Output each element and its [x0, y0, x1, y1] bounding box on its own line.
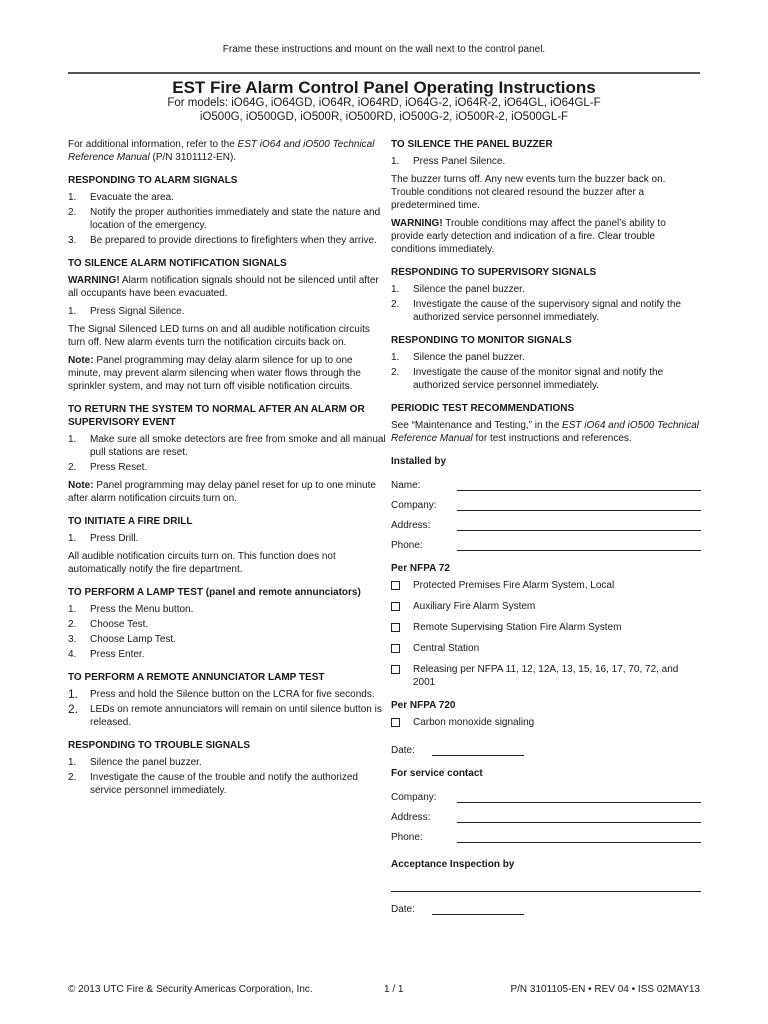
list-item — [68, 633, 388, 646]
section-heading: Per NFPA 720 — [391, 700, 456, 711]
field-label: Company: — [391, 500, 437, 511]
silence-steps — [68, 305, 388, 318]
note-paragraph — [68, 354, 388, 393]
blank-line — [457, 518, 701, 531]
checkbox-item[interactable] — [391, 716, 701, 729]
warning-label: WARNING! — [391, 218, 443, 229]
body-paragraph: All audible notification circuits turn on. This function does not automatically notify the fire department. — [68, 551, 336, 575]
step-number: 2. — [68, 462, 77, 473]
step-number: 3. — [68, 235, 77, 246]
drill-steps — [68, 532, 388, 545]
reset-steps — [68, 433, 388, 474]
step-text: Notify the proper authorities immediately and state the nature and location of the emergency. — [90, 207, 381, 231]
step-text: Press Signal Silence. — [90, 306, 185, 317]
periodic-text: See “Maintenance and Testing,” in the — [391, 420, 563, 431]
part-number: P/N 3101105-EN • REV 04 • ISS 02MAY13 — [510, 984, 700, 995]
list-item — [68, 191, 388, 204]
section-heading: RESPONDING TO SUPERVISORY SIGNALS — [391, 267, 597, 278]
step-number: 1. — [68, 604, 77, 615]
section-heading: PERIODIC TEST RECOMMENDATIONS — [391, 403, 575, 414]
step-text: Investigate the cause of the trouble and notify the authorized service personnel immediately. — [90, 772, 358, 796]
return-normal-section — [68, 403, 388, 505]
service-phone-field[interactable] — [391, 824, 701, 844]
list-item — [68, 305, 388, 318]
nfpa720-section — [391, 699, 701, 757]
checkbox-item[interactable] — [391, 642, 701, 655]
checkbox-label: Auxiliary Fire Alarm System — [413, 601, 536, 612]
step-text: Choose Test. — [90, 619, 149, 630]
section-heading: For service contact — [391, 768, 483, 779]
step-number: 2. — [68, 772, 77, 783]
service-company-field[interactable] — [391, 784, 701, 804]
service-contact-section — [391, 767, 701, 844]
installer-company-field[interactable] — [391, 492, 701, 512]
warning-text: Alarm notification signals should not be silenced until after all occupants have been evacuated. — [68, 275, 379, 299]
lamp-test-section — [68, 586, 388, 661]
step-number: 1. — [391, 352, 400, 363]
mounting-note: Frame these instructions and mount on the wall next to the control panel. — [222, 44, 546, 55]
field-label: Date: — [391, 904, 415, 915]
step-number: 2. — [68, 207, 77, 218]
step-text: Press Panel Silence. — [413, 156, 506, 167]
nfpa72-section — [391, 562, 701, 689]
section-heading: TO PERFORM A REMOTE ANNUNCIATOR LAMP TEST — [68, 672, 325, 683]
step-number: 2. — [391, 367, 400, 378]
checkbox-item[interactable] — [391, 600, 701, 613]
warning-text: Trouble conditions may affect the panel’s ability to provide early detection and indication of a fire. Clear trouble conditions immediately. — [391, 218, 666, 255]
page-number: 1 / 1 — [384, 984, 404, 995]
list-item — [391, 298, 701, 324]
installer-address-field[interactable] — [391, 512, 701, 532]
supervisory-steps — [391, 283, 701, 324]
checkbox-item[interactable] — [391, 621, 701, 634]
checkbox-label: Carbon monoxide signaling — [413, 717, 535, 728]
list-item — [68, 461, 388, 474]
section-heading: RESPONDING TO MONITOR SIGNALS — [391, 335, 572, 346]
section-heading: RESPONDING TO ALARM SIGNALS — [68, 175, 238, 186]
field-label: Address: — [391, 812, 431, 823]
blank-line — [432, 902, 524, 915]
field-label: Company: — [391, 792, 437, 803]
remote-lamp-steps — [68, 688, 388, 729]
intro-section — [68, 138, 388, 164]
note-text: Panel programming may delay panel reset for up to one minute after alarm notification circuits turn on. — [68, 480, 376, 504]
checkbox[interactable] — [391, 644, 400, 653]
step-text: LEDs on remote annunciators will remain on until silence button is released. — [90, 704, 382, 728]
blank-line — [457, 478, 701, 491]
list-item — [391, 351, 701, 364]
note-paragraph — [68, 479, 388, 505]
list-item — [68, 688, 388, 701]
models-line-2: iO500G, iO500GD, iO500R, iO500RD, iO500G-2, iO500R-2, iO500GL-F — [199, 111, 569, 123]
page-title: EST Fire Alarm Control Panel Operating Instructions — [172, 78, 596, 97]
supervisory-section — [391, 266, 701, 324]
checkbox[interactable] — [391, 602, 400, 611]
step-number: 3. — [68, 634, 77, 645]
list-item — [391, 283, 701, 296]
silence-alarm-section — [68, 257, 388, 393]
step-text: Press Reset. — [90, 462, 148, 473]
step-number: 1. — [68, 533, 77, 544]
list-item — [68, 532, 388, 545]
note-label: Note: — [68, 480, 94, 491]
copyright: © 2013 UTC Fire & Security Americas Corporation, Inc. — [68, 984, 313, 995]
blank-line — [457, 790, 701, 803]
checkbox-label: Central Station — [413, 643, 480, 654]
checkbox-label: Remote Supervising Station Fire Alarm System — [413, 622, 622, 633]
periodic-test-section — [391, 402, 701, 445]
step-number: 2. — [391, 299, 400, 310]
field-label: Date: — [391, 745, 415, 756]
models-line-1: For models: iO64G, iO64GD, iO64R, iO64RD, iO64G-2, iO64R-2, iO64GL, iO64GL-F — [167, 97, 601, 109]
installer-phone-field[interactable] — [391, 532, 701, 552]
monitor-steps — [391, 351, 701, 392]
checkbox[interactable] — [391, 581, 400, 590]
step-text: Choose Lamp Test. — [90, 634, 176, 645]
list-item — [68, 618, 388, 631]
installed-by-section — [391, 455, 701, 552]
step-number: 4. — [68, 649, 77, 660]
alarm-steps — [68, 191, 388, 247]
periodic-text-end: for test instructions and references. — [472, 433, 632, 444]
list-item — [68, 433, 388, 459]
field-label: Address: — [391, 520, 431, 531]
list-item — [68, 648, 388, 661]
step-text: Investigate the cause of the monitor signal and notify the authorized service personnel immediately. — [413, 367, 664, 391]
intro-paragraph — [68, 138, 388, 164]
right-column — [391, 138, 701, 926]
list-item — [68, 234, 388, 247]
lamp-test-steps — [68, 603, 388, 661]
periodic-paragraph — [391, 419, 701, 445]
section-heading: TO PERFORM A LAMP TEST (panel and remote annunciators) — [68, 587, 361, 598]
checkbox[interactable] — [391, 623, 400, 632]
checkbox-item[interactable] — [391, 663, 701, 689]
intro-part-number: (P/N 3101112-EN). — [149, 152, 237, 163]
service-address-field[interactable] — [391, 804, 701, 824]
fire-drill-section — [68, 515, 388, 576]
manual-title: EST iO64 and iO500 Technical Reference Manual — [68, 139, 375, 163]
step-number: 1. — [68, 757, 77, 768]
manual-title: EST iO64 and iO500 Technical Reference Manual — [391, 420, 699, 444]
section-heading: Acceptance Inspection by — [391, 859, 515, 870]
note-label: Note: — [68, 355, 94, 366]
intro-text: For additional information, refer to the — [68, 139, 238, 150]
list-item — [68, 603, 388, 616]
left-column — [68, 138, 388, 807]
title-rule — [68, 72, 700, 74]
checkbox-label: Releasing per NFPA 11, 12, 12A, 13, 15, 16, 17, 70, 72, and 2001 — [413, 664, 679, 688]
warning-label: WARNING! — [68, 275, 120, 286]
step-text: Evacuate the area. — [90, 192, 174, 203]
step-text: Investigate the cause of the supervisory signal and notify the authorized service personnel immediately. — [413, 299, 681, 323]
step-number: 1. — [68, 687, 79, 701]
step-text: Press the Menu button. — [90, 604, 194, 615]
step-text: Silence the panel buzzer. — [413, 352, 525, 363]
note-text: Panel programming may delay alarm silence for up to one minute, may prevent alarm silencing when water flows through the sprinkler system, and may not turn off visible notification circuits. — [68, 355, 361, 392]
step-number: 1. — [391, 156, 400, 167]
nfpa720-date-field[interactable] — [391, 737, 701, 757]
blank-line — [457, 830, 701, 843]
body-paragraph: The buzzer turns off. Any new events turn the buzzer back on. Trouble conditions not cleared resound the buzzer after a predetermined time. — [391, 174, 666, 211]
blank-line — [457, 810, 701, 823]
list-item — [68, 756, 388, 769]
monitor-section — [391, 334, 701, 392]
step-number: 1. — [68, 306, 77, 317]
section-heading: RESPONDING TO TROUBLE SIGNALS — [68, 740, 251, 751]
warning-paragraph — [68, 274, 388, 300]
list-item — [391, 155, 701, 168]
section-heading: TO RETURN THE SYSTEM TO NORMAL AFTER AN ALARM OR SUPERVISORY EVENT — [68, 404, 365, 428]
field-label: Phone: — [391, 540, 423, 551]
checkbox[interactable] — [391, 665, 400, 674]
step-text: Press Drill. — [90, 533, 139, 544]
list-item — [391, 366, 701, 392]
blank-line — [457, 538, 701, 551]
step-number: 2. — [68, 619, 77, 630]
step-text: Make sure all smoke detectors are free from smoke and all manual pull stations are reset. — [90, 434, 386, 458]
section-heading: TO INITIATE A FIRE DRILL — [68, 516, 193, 527]
remote-lamp-test-section — [68, 671, 388, 729]
acceptance-date-field[interactable] — [391, 896, 701, 916]
list-item — [68, 771, 388, 797]
blank-line — [457, 498, 701, 511]
warning-paragraph — [391, 217, 701, 256]
step-number: 1. — [68, 192, 77, 203]
step-text: Be prepared to provide directions to firefighters when they arrive. — [90, 235, 377, 246]
step-number: 1. — [391, 284, 400, 295]
field-label: Phone: — [391, 832, 423, 843]
buzzer-steps — [391, 155, 701, 168]
checkbox[interactable] — [391, 718, 400, 727]
body-paragraph: The Signal Silenced LED turns on and all audible notification circuits turn off. New alarm events turn the notification circuits back on. — [68, 324, 370, 348]
alarm-signals-section — [68, 174, 388, 247]
section-heading: Installed by — [391, 456, 447, 467]
section-heading: TO SILENCE ALARM NOTIFICATION SIGNALS — [68, 258, 287, 269]
section-heading: Per NFPA 72 — [391, 563, 450, 574]
trouble-steps — [68, 756, 388, 797]
step-text: Silence the panel buzzer. — [413, 284, 525, 295]
acceptance-section — [391, 858, 701, 916]
trouble-signals-section — [68, 739, 388, 797]
checkbox-item[interactable] — [391, 579, 701, 592]
list-item — [68, 703, 388, 729]
step-text: Press Enter. — [90, 649, 145, 660]
step-text: Silence the panel buzzer. — [90, 757, 202, 768]
list-item — [68, 206, 388, 232]
acceptance-signature-line[interactable] — [391, 877, 701, 892]
section-heading: TO SILENCE THE PANEL BUZZER — [391, 139, 553, 150]
checkbox-label: Protected Premises Fire Alarm System, Local — [413, 580, 615, 591]
step-text: Press and hold the Silence button on the LCRA for five seconds. — [90, 689, 375, 700]
step-number: 1. — [68, 434, 77, 445]
installer-name-field[interactable] — [391, 472, 701, 492]
step-number: 2. — [68, 702, 79, 716]
blank-line — [432, 743, 524, 756]
buzzer-section — [391, 138, 701, 256]
field-label: Name: — [391, 480, 421, 491]
